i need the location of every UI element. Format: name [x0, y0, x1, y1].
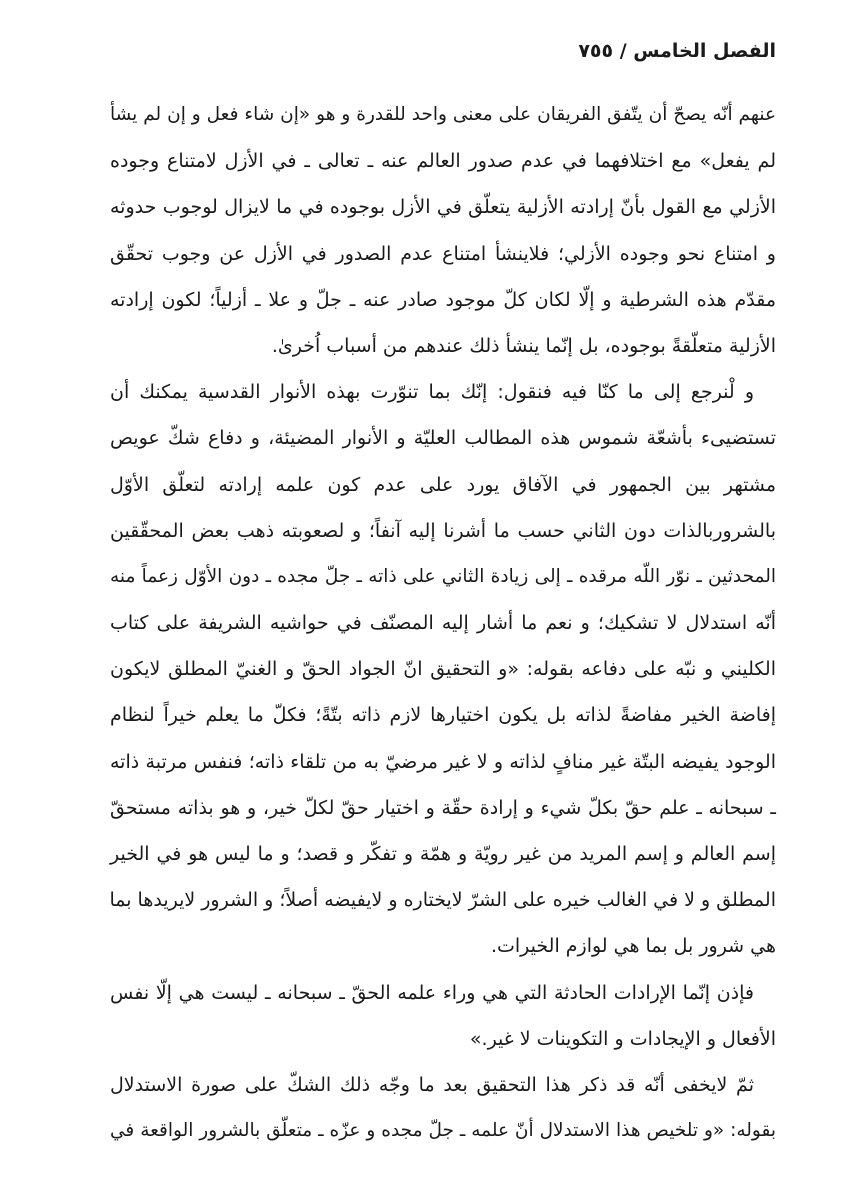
text-line: المطلق و لا في الغالب خيره على الشرّ لايختاره و لايفيضه أصلاً؛ و الشرور لايريدها بما [109, 889, 776, 912]
text-line: عنهم أنّه يصحّ أن يتّفق الفريقان على معنى واحد للقدرة و هو «إن شاء فعل و إن لم يشأ [110, 104, 776, 125]
text-line: تستضيىء بأشعّة شموس هذه المطالب العليّة و الأنوار المضيئة، و دفاع شكّ عويص [110, 427, 776, 450]
text-line: إفاضة الخير مفاضةً لذاته بل يكون اختيارها لازم ذاته بتّةً؛ فكلّ ما يعلم خيراً لنظام [110, 704, 776, 727]
text-line: الأزلي مع القول بأنّ إرادته الأزلية يتعلّق في الأزل بوجوده في ما لايزال لوجوب حدوثه [110, 196, 776, 219]
text-line: مقدّم هذه الشرطية و إلّا لكان كلّ موجود صادر عنه ـ جلّ و علا ـ أزلياً؛ لكون إرادته [110, 288, 776, 311]
text-line: أنّه استدلال لا تشكيك؛ و نعم ما أشار إليه المصنّف في حواشيه الشريفة على كتاب [110, 612, 776, 635]
text-line: بالشروربالذات دون الثاني حسب ما أشرنا إليه آنفاً؛ و لصعوبته ذهب بعض المحقّقين [110, 519, 776, 542]
text-line: الأزلية متعلّقةً بوجوده، بل إنّما ينشأ ذلك عندهم من أسباب اُخرىٰ. [271, 334, 776, 357]
text-line: إسم العالم و إسم المريد من غير رويّة و همّة و تفكّر و قصد؛ و ما ليس هو في الخير [110, 843, 776, 865]
body-text [110, 92, 776, 1154]
running-header: الفصل الخامس / ٧٥٥ [578, 40, 776, 62]
text-line: الأفعال و الإيجادات و التكوينات لا غير.» [469, 1027, 776, 1050]
text-line: ـ سبحانه ـ علم حقّ بكلّ شيء و إرادة حقّة و اختيار حقّ لكلّ خير، و هو بذاته مستحقّ [110, 796, 776, 819]
text-line: الكليني و نبّه على دفاعه بقوله: «و التحقيق انّ الجواد الحقّ و الغنيّ المطلق لايكون [110, 658, 776, 681]
text-line: مشتهر بين الجمهور في الآفاق يورد على عدم كون علمه إرادته لتعلّق الأوّل [110, 473, 776, 496]
text-line: الوجود يفيضه البتّة غير منافٍ لذاته و لا غير مرضيّ به من تلقاء ذاته؛ فنفس مرتبة ذاته [110, 750, 776, 773]
text-line: لم يفعل» مع اختلافهما في عدم صدور العالم عنه ـ تعالى ـ في الأزل لامتناع وجوده [110, 150, 776, 173]
text-line: بقوله: «و تلخيص هذا الاستدلال أنّ علمه ـ جلّ مجده و عزّه ـ متعلّق بالشرور الواقعة في [110, 1120, 776, 1142]
text-line: ثمّ لايخفى أنّه قد ذكر هذا التحقيق بعد ما وجّه ذلك الشكّ على صورة الاستدلال [110, 1073, 754, 1096]
text-line: و امتناع نحو وجوده الأزلي؛ فلاينشأ امتناع عدم الصدور في الأزل عن وجوب تحقّق [110, 242, 776, 265]
text-line: هي شرور بل بما هي لوازم الخيرات. [490, 935, 776, 958]
text-line: و لْنرجع إلى ما كنّا فيه فنقول: إنّك بما تنوّرت بهذه الأنوار القدسية يمكنك أن [110, 381, 754, 404]
text-line: فإذن إنّما الإرادات الحادثة التي هي وراء علمه الحقّ ـ سبحانه ـ ليست هي إلّا نفس [110, 981, 754, 1004]
text-line: المحدثين ـ نوّر اللّه مرقده ـ إلى زيادة الثاني على ذاته ـ جلّ مجده ـ دون الأوّل زعماً منه [110, 565, 776, 587]
